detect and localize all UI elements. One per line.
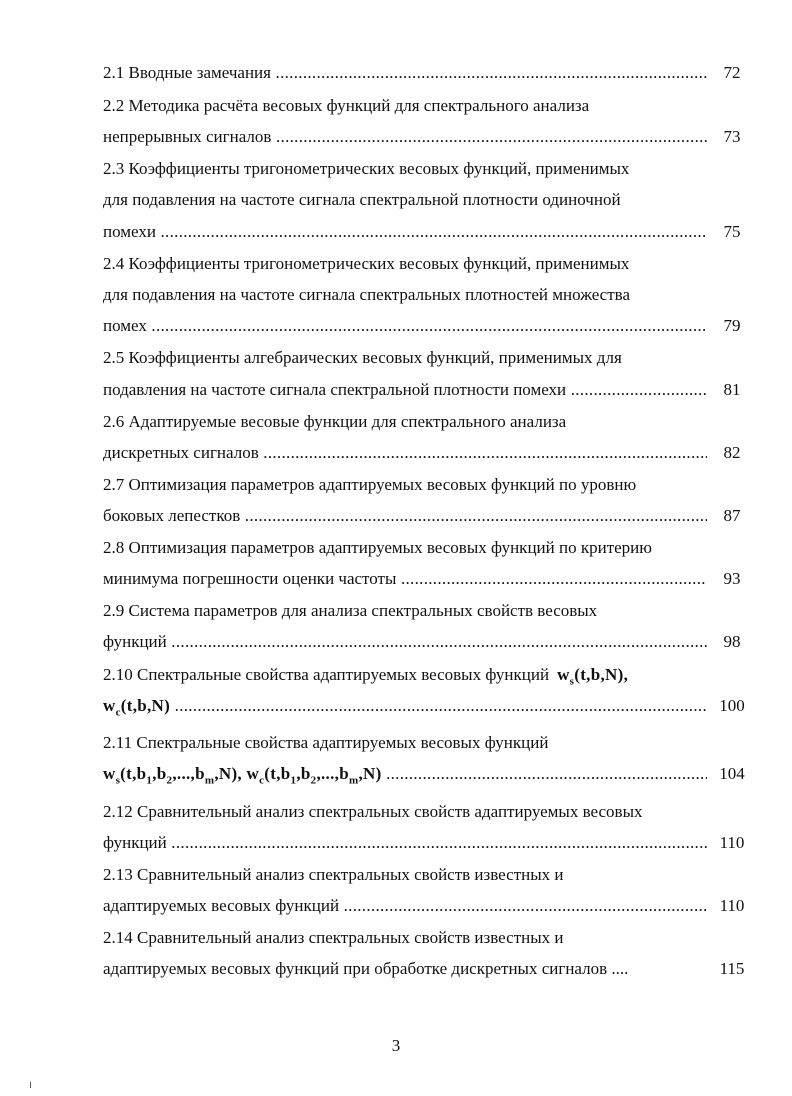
toc-entry-page: 79: [723, 316, 741, 335]
toc-entry-line: [103, 190, 707, 210]
toc-entry-line: [103, 412, 707, 432]
toc-entry-text: 2.14 Сравнительный анализ спектральных свойств известных и: [103, 928, 564, 947]
toc-entry-page: 72: [723, 63, 741, 82]
toc-entry-line: [103, 285, 707, 305]
toc-entry-line: [103, 833, 707, 853]
scan-mark: [30, 1082, 31, 1088]
toc-entry-page: 93: [723, 569, 741, 588]
toc-entry-text: помехи: [103, 222, 156, 241]
toc-entry-line: [103, 569, 707, 589]
toc-entry-text: 2.6 Адаптируемые весовые функции для спектрального анализа: [103, 412, 567, 431]
toc-entry-text: 2.4 Коэффициенты тригонометрических весовых функций, применимых: [103, 254, 630, 273]
toc-entry-text: $w_s(t,b_1,b_2,...,b_m,N)$, $w_c(t,b_1,b_2,...,b_m,N)$: [103, 764, 382, 787]
toc-entry-line: [103, 475, 707, 495]
toc-entry-line: [103, 63, 707, 83]
toc-entry-text: 2.11 Спектральные свойства адаптируемых весовых функций: [103, 733, 549, 752]
toc-entry-line: [103, 928, 707, 948]
toc-entry-line: [103, 127, 707, 147]
toc-entry-page: 81: [723, 380, 741, 399]
toc-entry-line: [103, 802, 707, 822]
toc-entry-text: адаптируемых весовых функций: [103, 896, 340, 915]
toc-entry-line: [103, 696, 707, 722]
toc-entry-line: [103, 96, 707, 116]
toc-entry-page: 98: [723, 632, 741, 651]
toc-entry-line: [103, 443, 707, 463]
toc-entry-line: [103, 380, 707, 400]
toc-entry-text: 2.7 Оптимизация параметров адаптируемых весовых функций по уровню: [103, 475, 637, 494]
toc-entry-line: [103, 601, 707, 621]
toc-entry-text: помех: [103, 316, 147, 335]
toc-entry-text: дискретных сигналов: [103, 443, 259, 462]
page-number: 3: [391, 1036, 401, 1055]
toc-entry-text: 2.3 Коэффициенты тригонометрических весовых функций, применимых: [103, 159, 630, 178]
toc-entry-page: 110: [719, 833, 745, 852]
toc-entry-line: [103, 632, 707, 652]
toc-entry-text: подавления на частоте сигнала спектральной плотности помехи: [103, 380, 567, 399]
toc-entry-text: для подавления на частоте сигнала спектральной плотности одиночной: [103, 190, 621, 209]
toc-entry-page: 82: [723, 443, 741, 462]
toc-entry-text: 2.1 Вводные замечания: [103, 63, 271, 82]
toc-entry-text: 2.5 Коэффициенты алгебраических весовых функций, применимых для: [103, 348, 622, 367]
toc-entry-line: [103, 506, 707, 526]
toc-entry-line: [103, 896, 707, 916]
toc-entry-line: [103, 865, 707, 885]
toc-entry-page: 115: [719, 959, 745, 978]
toc-entry-text: функций: [103, 833, 167, 852]
toc-entry-line: [103, 254, 707, 274]
toc-entry-line: [103, 764, 707, 790]
toc-entry-text: функций: [103, 632, 167, 651]
toc-entry-page: 104: [719, 764, 745, 783]
toc-entry-page: 100: [719, 696, 745, 715]
toc-entry-text: для подавления на частоте сигнала спектральных плотностей множества: [103, 285, 631, 304]
toc-entry-text: 2.9 Система параметров для анализа спектральных свойств весовых: [103, 601, 598, 620]
toc-entry-line: [103, 222, 707, 242]
toc-entry-page: 110: [719, 896, 745, 915]
toc-entry-text: боковых лепестков: [103, 506, 241, 525]
toc-entry-text: 2.12 Сравнительный анализ спектральных свойств адаптируемых весовых: [103, 802, 643, 821]
toc-entry-formula: $w_s(t,b,N)$,: [557, 665, 629, 688]
toc-entry-line: [103, 538, 707, 558]
toc-entry-text: 2.13 Сравнительный анализ спектральных свойств известных и: [103, 865, 564, 884]
toc-entry-line: [103, 348, 707, 368]
toc-entry-line: [103, 665, 707, 691]
toc-entry-line: [103, 959, 707, 979]
toc-entry-text: $w_c(t,b,N)$: [103, 696, 171, 719]
toc-entry-page: 73: [723, 127, 741, 146]
toc-entry-text: минимума погрешности оценки частоты: [103, 569, 397, 588]
toc-entry-line: [103, 159, 707, 179]
toc-entry-page: 87: [723, 506, 741, 525]
toc-entry-line: [103, 316, 707, 336]
toc-entry-text: 2.8 Оптимизация параметров адаптируемых весовых функций по критерию: [103, 538, 652, 557]
toc-entry-text: адаптируемых весовых функций при обработке дискретных сигналов ....: [103, 959, 629, 978]
toc-entry-text: 2.2 Методика расчёта весовых функций для спектрального анализа: [103, 96, 590, 115]
toc-entry-page: 75: [723, 222, 741, 241]
toc-entry-line: [103, 733, 707, 753]
toc-entry-text: 2.10 Спектральные свойства адаптируемых весовых функций: [103, 665, 550, 684]
toc-entry-text: непрерывных сигналов: [103, 127, 272, 146]
